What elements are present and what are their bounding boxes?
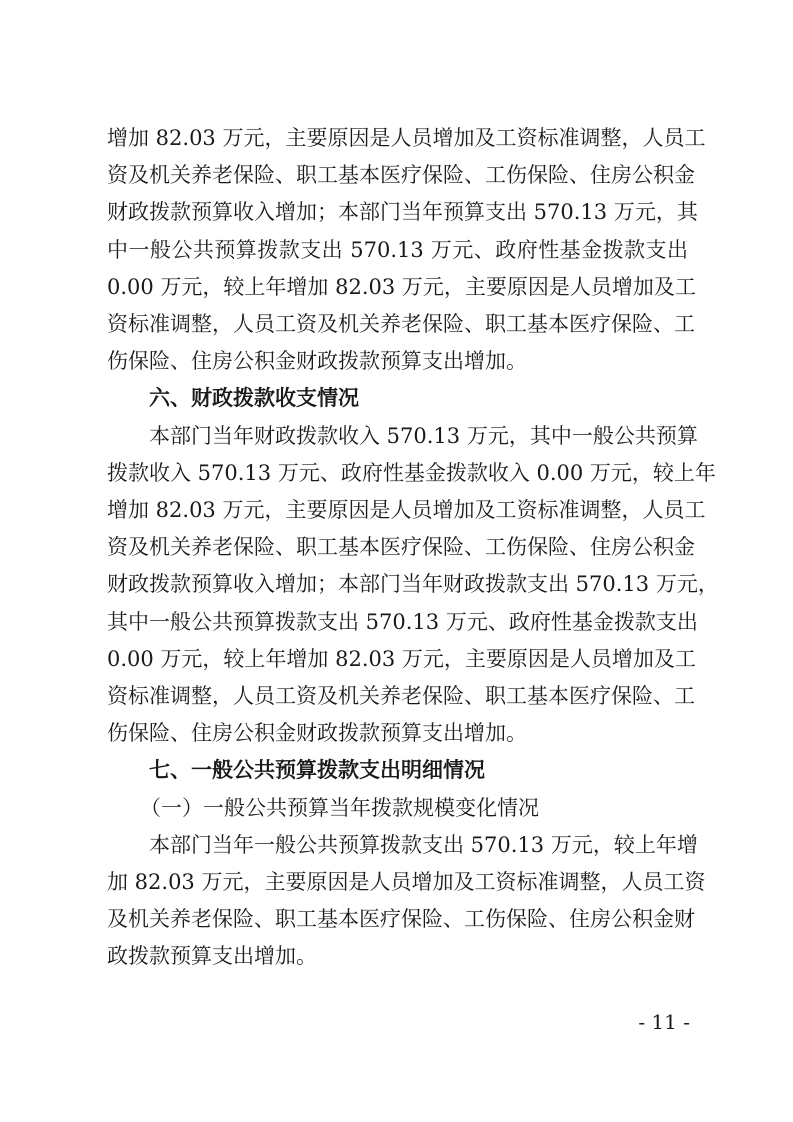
paragraph-line: 资标准调整，人员工资及机关养老保险、职工基本医疗保险、工	[107, 684, 695, 708]
paragraph-line: 及机关养老保险、职工基本医疗保险、工伤保险、住房公积金财	[107, 907, 695, 931]
paragraph-line: 拨款收入 570.13 万元、政府性基金拨款收入 0.00 万元，较上年	[107, 461, 716, 485]
section-heading-6: 六、财政拨款收支情况	[149, 386, 359, 410]
paragraph-line: 增加 82.03 万元，主要原因是人员增加及工资标准调整，人员工	[107, 498, 706, 522]
paragraph-line: 本部门当年一般公共预算拨款支出 570.13 万元，较上年增	[149, 833, 698, 857]
paragraph-line: 财政拨款预算收入增加；本部门当年财政拨款支出 570.13 万元，	[107, 572, 719, 596]
paragraph-line: 加 82.03 万元，主要原因是人员增加及工资标准调整，人员工资	[107, 870, 706, 894]
paragraph-line: 资及机关养老保险、职工基本医疗保险、工伤保险、住房公积金	[107, 163, 695, 187]
paragraph-line: 0.00 万元，较上年增加 82.03 万元，主要原因是人员增加及工	[107, 647, 696, 671]
paragraph-line: 伤保险、住房公积金财政拨款预算支出增加。	[107, 721, 527, 745]
paragraph-line: 本部门当年财政拨款收入 570.13 万元，其中一般公共预算	[149, 424, 698, 448]
page-number: - 11 -	[638, 1010, 690, 1034]
paragraph-line: 0.00 万元，较上年增加 82.03 万元，主要原因是人员增加及工	[107, 275, 696, 299]
paragraph-line: 资及机关养老保险、职工基本医疗保险、工伤保险、住房公积金	[107, 535, 695, 559]
paragraph-line: 伤保险、住房公积金财政拨款预算支出增加。	[107, 349, 527, 373]
paragraph-line: 增加 82.03 万元，主要原因是人员增加及工资标准调整，人员工	[107, 126, 706, 150]
paragraph-line: 资标准调整，人员工资及机关养老保险、职工基本医疗保险、工	[107, 312, 695, 336]
paragraph-line: 其中一般公共预算拨款支出 570.13 万元、政府性基金拨款支出	[107, 610, 698, 634]
subsection-heading: （一）一般公共预算当年拨款规模变化情况	[140, 796, 539, 820]
section-heading-7: 七、一般公共预算拨款支出明细情况	[149, 758, 485, 782]
paragraph-line: 政拨款预算支出增加。	[107, 944, 317, 968]
paragraph-line: 中一般公共预算拨款支出 570.13 万元、政府性基金拨款支出	[107, 238, 688, 262]
paragraph-line: 财政拨款预算收入增加；本部门当年预算支出 570.13 万元，其	[107, 200, 698, 224]
